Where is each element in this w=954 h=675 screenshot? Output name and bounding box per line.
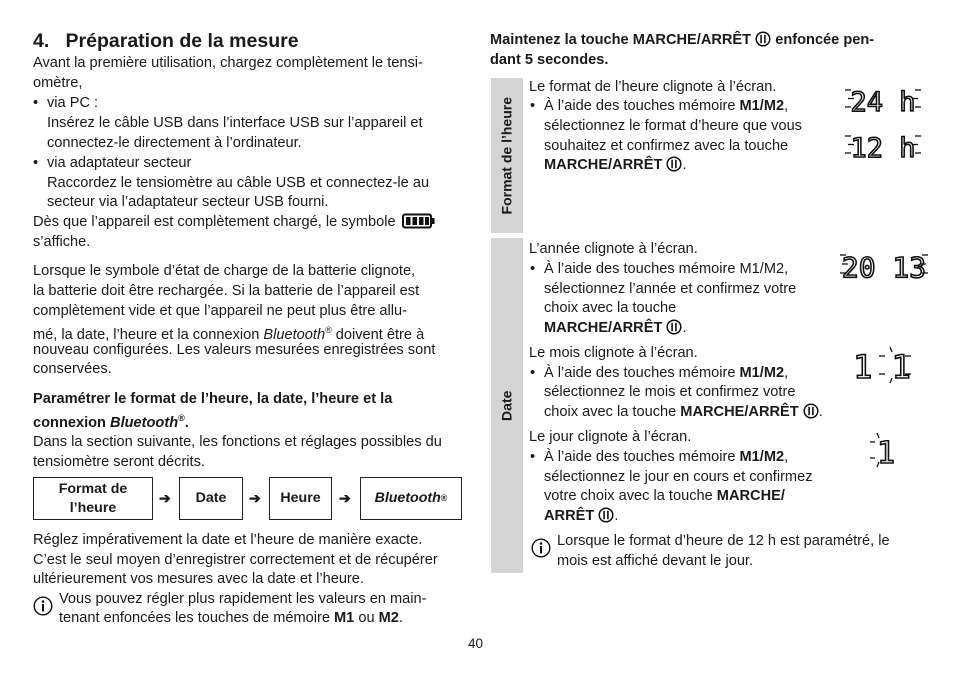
paragraph-line [544,156,687,176]
flow-step-label: l’heure [69,499,117,516]
paragraph-line: Le jour clignote à l’écran. [529,429,692,445]
paragraph-line: Insérez le câble USB dans l’interface USB sur l’appareil et [47,115,423,131]
flow-step-time-format [33,477,153,520]
paragraph-line: choix avec la touche [544,300,677,316]
page-number: 40 [468,636,484,651]
bluetooth-brand: Bluetooth [110,414,179,431]
registered-mark: ® [325,325,332,335]
paragraph-line: Raccordez le tensiomètre au câble USB et connectez-le au [47,175,430,191]
lcd-12h-display [843,128,923,162]
section-number: 4. [33,30,50,52]
paragraph-line [544,507,618,527]
power-button-icon [666,156,682,172]
paragraph-line: C’est le seul moyen d’enregistrer correctement et de récupérer [33,552,438,568]
bullet-line: • À l’aide des touches mémoire M1/M2, [544,260,788,280]
lcd-text: 1 1 [853,348,911,386]
text-span: connexion [33,414,111,431]
text-span: choix avec la touche [544,404,681,420]
text-span: ou [354,610,379,626]
lcd-24h-display [843,82,923,116]
paragraph-line: Lorsque le symbole d’état de charge de la batterie clignote, [33,263,416,279]
paragraph-line: omètre, [33,75,83,91]
registered-mark: ® [440,493,448,503]
key-m2: M2 [378,610,399,626]
arrow-right-icon: ➔ [249,490,261,506]
paragraph-line: sélectionnez l’année et confirmez votre [544,281,797,297]
paragraph-line: secteur via l’adaptateur secteur USB fourni. [47,194,329,210]
text-span: . [682,320,687,336]
note-line: mois est affiché devant le jour. [557,553,754,569]
flow-step-date: Date [179,477,243,520]
note-line: Lorsque le format d’heure de 12 h est paramétré, le [557,533,890,549]
paragraph-line [544,319,687,339]
text-span: mé, la date, l’heure et la connexion [33,326,264,343]
registered-mark: ® [178,413,185,423]
lcd-text: 24 h [850,87,916,116]
key-power: MARCHE/ARRÊT [680,404,799,420]
key-power: MARCHE/ARRÊT [544,157,663,173]
text-span: , [784,449,789,465]
paragraph-line [544,487,785,507]
note-line: Vous pouvez régler plus rapidement les valeurs en main- [59,591,427,607]
text-span: . [682,157,687,173]
flow-step-label: Bluetooth [374,490,441,506]
power-button-icon [666,319,682,335]
section-title-text: Préparation de la mesure [65,30,299,52]
paragraph-line: sélectionnez le format d’heure que vous [544,118,802,134]
paragraph-line: nouveau configurées. Les valeurs mesurées enregistrées sont [33,342,436,358]
label-date: Date [498,390,515,421]
key-power: ARRÊT [544,508,595,524]
intro-line [490,31,874,51]
key-m1: M1 [334,610,355,626]
paragraph-line: ultérieurement vos mesures avec la date et l’heure. [33,571,364,587]
bullet-line [544,364,788,384]
text-span: Maintenez la touche MARCHE/ARRÊT [490,32,752,48]
key-m1m2: M1/M2 [739,98,785,114]
bullet-line [544,97,788,117]
paragraph-line: s’affiche. [33,234,91,250]
text-span: À l’aide des touches mémoire [544,365,740,381]
paragraph-line: conservées. [33,361,112,377]
lcd-day-display [868,430,898,470]
lcd-text: 20 13 [841,251,927,282]
paragraph-line: sélectionnez le jour en cours et confirmez [544,469,813,485]
bluetooth-brand: Bluetooth [263,326,326,343]
paragraph-line: Le format de l’heure clignote à l’écran. [529,79,777,95]
bullet-via-pc: • via PC : [47,94,98,114]
paragraph-line [33,213,436,233]
paragraph-line: L’année clignote à l’écran. [529,241,698,257]
text-span: . [184,414,189,431]
flow-step-bluetooth [360,477,462,520]
paragraph-line: Avant la première utilisation, chargez complètement le tensi- [33,55,423,71]
key-m1m2: M1/M2 [739,365,785,381]
paragraph-line: Réglez impérativement la date et l’heure de manière exacte. [33,532,423,548]
text-span: , [784,98,789,114]
paragraph-line: sélectionnez le mois et confirmez votre [544,384,796,400]
info-icon [33,596,53,616]
paragraph-line: Le mois clignote à l’écran. [529,345,698,361]
arrow-right-icon: ➔ [159,490,171,506]
lcd-month-display [852,344,914,386]
intro-line: dant 5 secondes. [490,52,609,68]
paragraph-line [544,403,823,423]
battery-full-icon [402,213,436,229]
paragraph-line: la batterie doit être rechargée. Si la batterie de l’appareil est [33,283,420,299]
key-power: MARCHE/ARRÊT [544,320,663,336]
label-time-format: Format de l’heure [498,97,515,215]
power-button-icon [803,403,819,419]
paragraph-line: Dans la section suivante, les fonctions et réglages possibles du [33,434,442,450]
power-button-icon [598,507,614,523]
flow-step-label: Format de [58,480,128,497]
paragraph-line: complètement vide et que l’appareil ne peut plus être allu- [33,303,407,319]
text-span: tenant enfoncées les touches de mémoire [59,610,335,626]
paragraph-line: souhaitez et confirmez avec la touche [544,138,789,154]
section-title [33,29,299,53]
text-span: . [818,404,823,420]
power-button-icon [755,31,771,47]
key-power: MARCHE/ [716,488,785,504]
paragraph-line: tensiomètre seront décrits. [33,454,205,470]
info-icon [531,538,551,558]
bullet-line [544,448,788,468]
subheading [33,409,189,433]
text-span: Dès que l’appareil est complètement chargé, le symbole [33,214,396,230]
flow-step-time: Heure [269,477,332,520]
bullet-adapter: • via adaptateur secteur [47,154,191,174]
text-span: . [398,610,403,626]
text-span: . [614,508,619,524]
subheading: Paramétrer le format de l’heure, la date, l’heure et la [33,391,393,407]
text-span: , [784,365,789,381]
text-span: doivent être à [331,326,425,343]
text-span: À l’aide des touches mémoire [544,449,740,465]
key-m1m2: M1/M2 [739,449,785,465]
text-span: votre choix avec la touche [544,488,717,504]
note-line [59,609,403,629]
text-span: enfoncée pen- [775,32,875,48]
lcd-text: 1 [876,436,896,470]
lcd-year-display [838,246,930,282]
text-span: À l’aide des touches mémoire [544,98,740,114]
paragraph-line: connectez-le directement à l’ordinateur. [47,135,302,151]
arrow-right-icon: ➔ [339,490,351,506]
lcd-text: 12 h [850,133,916,162]
